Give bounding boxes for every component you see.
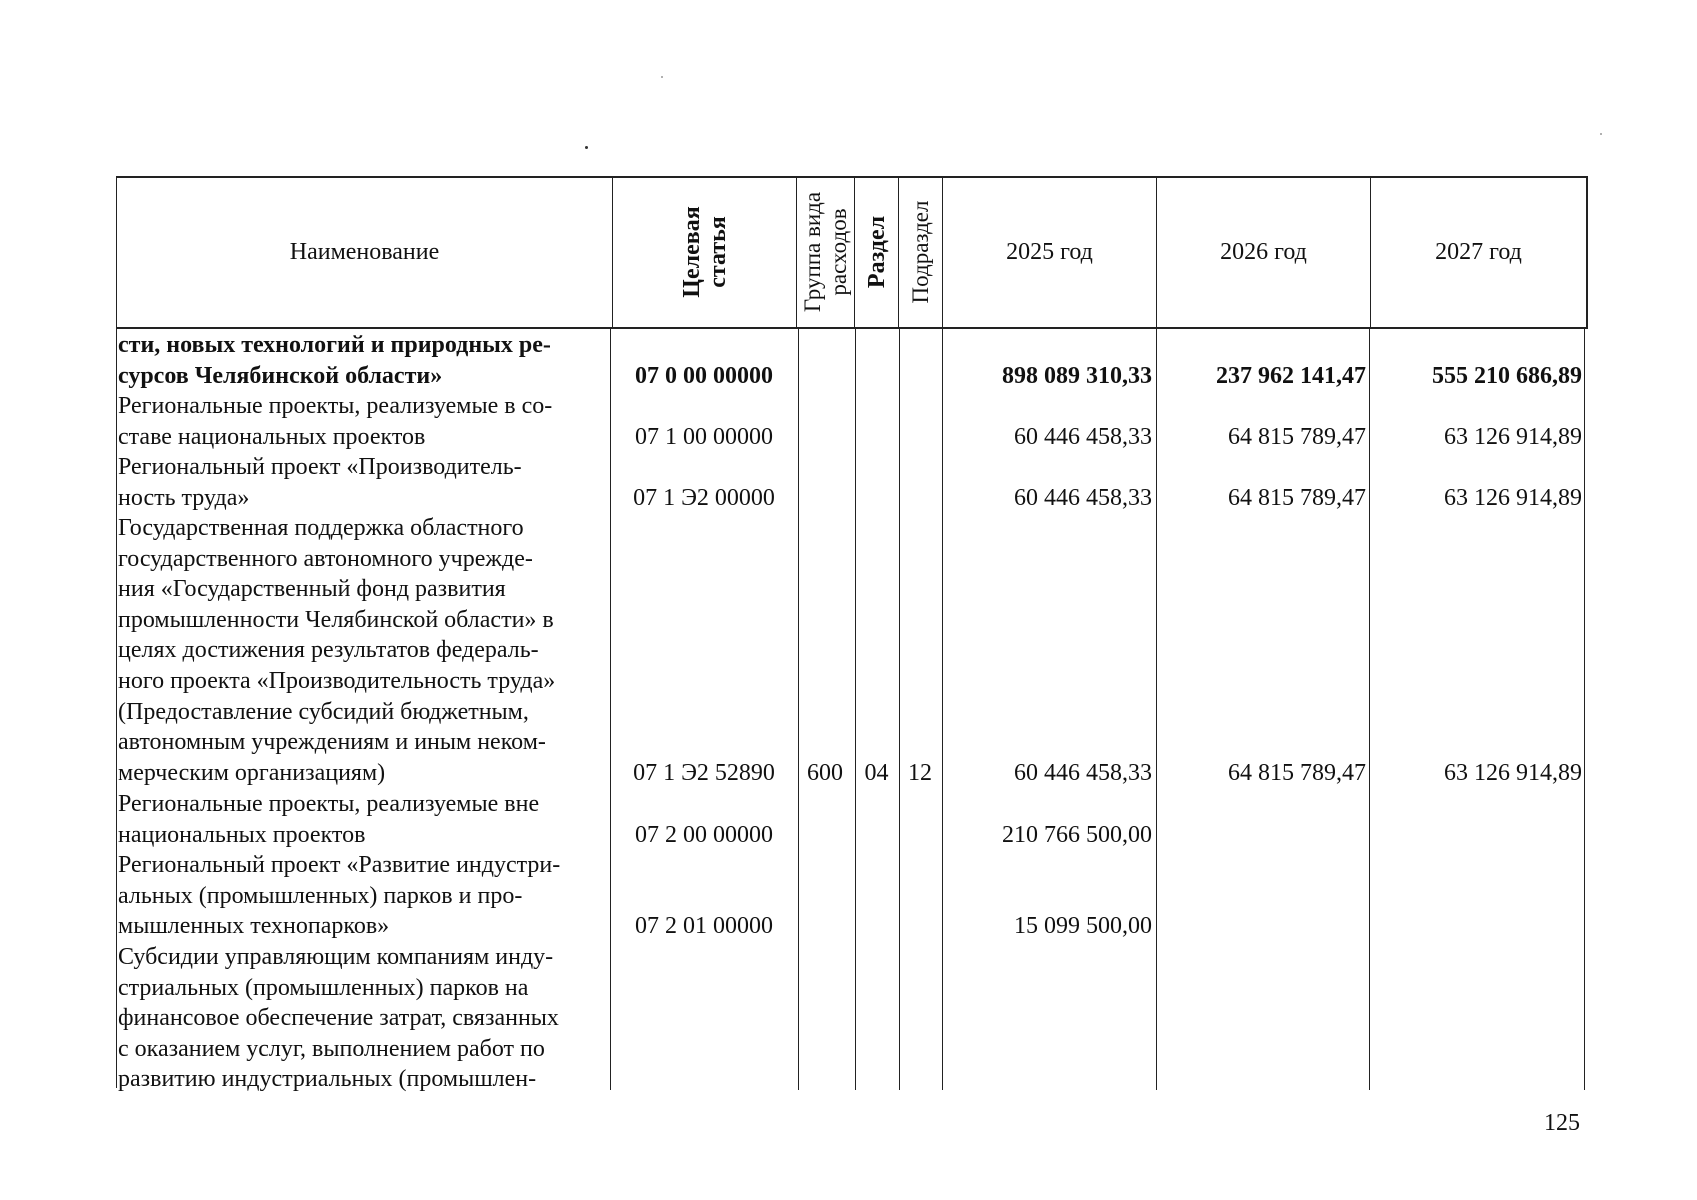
row-2025-amount: 60 446 458,33 [1014,484,1152,511]
header-target-cell [612,176,796,328]
header-expense-group [800,192,852,312]
row-subsection: 12 [908,759,932,786]
column-line [855,328,856,1090]
row-target-code: 07 1 Э2 52890 [633,759,775,786]
row-name-line: национальных проектов [118,821,366,848]
row-2025-amount: 60 446 458,33 [1014,759,1152,786]
scan-speck [585,146,588,149]
header-name: Наименование [289,238,440,265]
row-name-line: промышленности Челябинской области» в [118,606,554,633]
header-target-line-2: статья [704,216,731,288]
row-name-line: сти, новых технологий и природных ре- [118,332,551,358]
header-target-line-1: Целевая [678,206,705,298]
header-2027: 2027 год [1435,238,1522,265]
row-name [118,513,608,788]
row-expense-group: 600 [807,759,843,786]
column-line [899,328,900,1090]
row-name [118,942,608,1095]
header-group-line-2: расходов [825,208,851,296]
row-name-line: мерческим организациям) [118,759,386,786]
row-name-line: ного проекта «Производительность труда» [118,667,556,694]
header-2026-cell [1156,176,1370,328]
row-name [118,391,608,452]
row-name-line: целях достижения результатов федераль- [118,637,539,664]
row-name-line: Региональные проекты, реализуемые вне [118,791,540,817]
row-name-line: автономным учреждениям и иным неком- [118,729,546,756]
row-name-line: альных (промышленных) парков и про- [118,882,523,909]
page-number: 125 [1544,1110,1580,1136]
header-name-cell [116,176,612,328]
row-name [118,330,608,391]
row-2026-amount: 64 815 789,47 [1228,423,1366,450]
column-line [116,328,117,1088]
header-2026: 2026 год [1220,238,1307,265]
row-target-code: 07 1 Э2 00000 [633,484,775,511]
row-name-line: ность труда» [118,484,250,511]
header-2025-cell [942,176,1156,328]
column-line [1156,328,1157,1090]
row-name-line: Региональный проект «Производитель- [118,454,522,480]
header-2025: 2025 год [1006,238,1093,265]
row-name-line: Субсидии управляющим компаниям инду- [118,944,554,970]
column-line [1369,328,1370,1090]
header-group-cell [796,176,854,328]
row-2027-amount: 555 210 686,89 [1432,362,1582,389]
header-section: Раздел [863,215,890,289]
row-name-line: ставе национальных проектов [118,423,426,450]
header-2027-cell [1370,176,1588,328]
row-name-line: ния «Государственный фонд развития [118,576,506,603]
row-name-line: стриальных (промышленных) парков на [118,974,529,1001]
row-name-line: мышленных технопарков» [118,913,390,940]
row-target-code: 07 1 00 00000 [635,423,773,450]
scan-speck [1600,133,1602,135]
row-name-line: финансовое обеспечение затрат, связанных [118,1005,559,1032]
row-2026-amount: 237 962 141,47 [1216,362,1366,389]
row-name-line: Региональный проект «Развитие индустри- [118,852,561,878]
row-name-line: (Предоставление субсидий бюджетным, [118,698,529,725]
row-2027-amount: 63 126 914,89 [1444,484,1582,511]
row-2027-amount: 63 126 914,89 [1444,423,1582,450]
row-name [118,789,608,850]
row-name-line: Государственная поддержка областного [118,515,524,541]
column-line [798,328,799,1090]
row-name-line: развитию индустриальных (промышлен- [118,1066,537,1093]
row-section: 04 [864,759,889,786]
row-2025-amount: 898 089 310,33 [1002,362,1152,389]
row-target-code: 07 0 00 00000 [635,362,773,389]
row-name-line: Региональные проекты, реализуемые в со- [118,393,553,419]
row-2025-amount: 15 099 500,00 [1014,913,1152,940]
row-target-code: 07 2 00 00000 [635,821,773,848]
column-line [942,328,943,1090]
row-2025-amount: 60 446 458,33 [1014,423,1152,450]
header-section-cell [854,176,898,328]
row-2026-amount: 64 815 789,47 [1228,759,1366,786]
scan-speck [661,76,663,78]
row-2025-amount: 210 766 500,00 [1002,821,1152,848]
column-line [1584,328,1585,1090]
row-target-code: 07 2 01 00000 [635,913,773,940]
row-2027-amount: 63 126 914,89 [1444,759,1582,786]
row-name [118,452,608,513]
row-name-line: сурсов Челябинской области» [118,362,443,389]
header-subsection-cell [898,176,942,328]
header-target-article [679,206,731,297]
row-name [118,850,608,942]
column-line [610,328,611,1090]
row-2026-amount: 64 815 789,47 [1228,484,1366,511]
header-subsection: Подраздел [907,200,933,304]
row-name-line: с оказанием услуг, выполнением работ по [118,1035,545,1062]
row-name-line: государственного автономного учрежде- [118,545,533,572]
header-group-line-1: Группа вида [799,191,825,313]
